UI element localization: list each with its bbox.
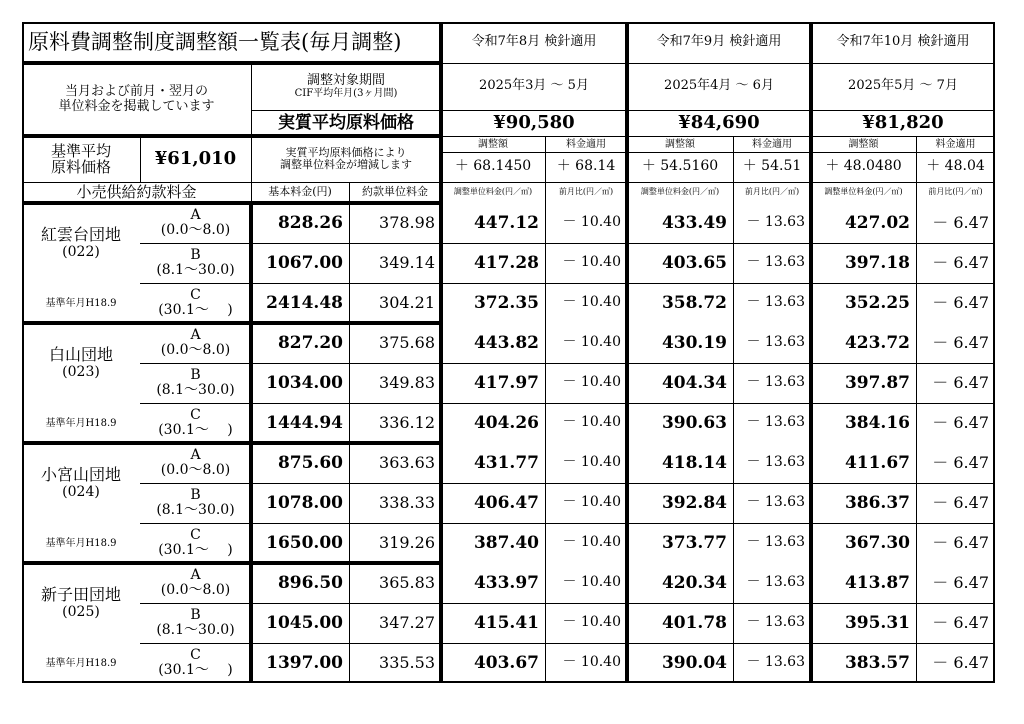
complex-code-text: (023) (62, 364, 100, 381)
complex-name-text: 紅雲台団地 (40, 224, 121, 244)
tier-range: (8.1～30.0) (156, 382, 235, 398)
monthly-diff-text: － 13.63 (746, 254, 805, 271)
period-label-line: CIF平均年月(3ヶ月間) (294, 88, 398, 100)
tier-range: (8.1～30.0) (156, 622, 235, 638)
complex-name-text: 小宮山団地 (40, 464, 121, 484)
unit-fee-label-text: 約款単位料金 (362, 185, 428, 199)
tier-name: A (190, 207, 201, 224)
base-year-note-text: 基準年月H18.9 (45, 537, 117, 549)
table-border (22, 22, 995, 683)
average-price-text: ¥81,820 (862, 112, 944, 134)
adjusted-unit-fee-text: 372.35 (473, 292, 539, 313)
tier-name: A (190, 327, 201, 344)
base-fee-text: 875.60 (277, 452, 343, 473)
adjusted-unit-fee-text: 352.25 (844, 292, 910, 313)
tier-range: (0.0～8.0) (160, 342, 231, 358)
tier-name: B (190, 247, 201, 264)
monthly-diff-text: － 10.40 (562, 374, 621, 391)
monthly-diff-text: － 13.63 (746, 334, 805, 351)
average-price-text: ¥90,580 (493, 112, 575, 134)
adjusted-unit-fee-text: 403.65 (661, 252, 727, 273)
monthly-diff-text: － 6.47 (932, 573, 989, 593)
month-header-text: 令和7年10月 検針適用 (836, 34, 970, 50)
base-fee-text: 1650.00 (266, 532, 343, 553)
monthly-diff-label-text: 前月比(円／㎥) (928, 187, 983, 197)
apply-value-text: ＋ 54.51 (742, 158, 802, 175)
adjusted-unit-fee-text: 387.40 (473, 532, 539, 553)
adjusted-unit-fee-text: 427.02 (844, 212, 910, 233)
monthly-diff-text: － 13.63 (746, 214, 805, 231)
base-fee-text: 1045.00 (266, 612, 343, 633)
adjusted-unit-fee-text: 433.49 (661, 212, 727, 233)
adjusted-unit-fee-label-text: 調整単位料金(円／㎥) (824, 187, 903, 197)
monthly-diff-text: － 13.63 (746, 654, 805, 671)
tariff-label-text: 小売供給約款料金 (76, 183, 197, 202)
monthly-diff-text: － 6.47 (932, 653, 989, 673)
unit-fee-text: 349.14 (379, 253, 435, 273)
monthly-diff-label-text: 前月比(円／㎥) (558, 187, 614, 197)
adjustment-value-text: ＋ 48.0480 (825, 158, 902, 175)
adjusted-unit-fee-text: 443.82 (473, 332, 539, 353)
monthly-diff-text: － 10.40 (562, 494, 621, 511)
tier-name: A (190, 447, 201, 464)
base-fee-text: 1034.00 (266, 372, 343, 393)
base-fee-label-text: 基本料金(円) (268, 185, 332, 199)
monthly-diff-text: － 13.63 (746, 294, 805, 311)
apply-label-text: 料金適用 (566, 138, 606, 150)
adjustment-label-text: 調整額 (478, 138, 508, 150)
apply-value-text: ＋ 48.04 (926, 158, 985, 175)
table-title-text: 原料費調整制度調整額一覧表(毎月調整) (28, 29, 402, 54)
adjusted-unit-fee-text: 401.78 (661, 612, 727, 633)
adjusted-unit-fee-text: 415.41 (473, 612, 539, 633)
adjusted-unit-fee-text: 431.77 (473, 452, 539, 473)
base-price-value-text: ¥61,010 (154, 148, 237, 170)
tier-range: (30.1～ ) (158, 422, 233, 438)
adjusted-unit-fee-text: 406.47 (473, 492, 539, 513)
base-fee-text: 1067.00 (266, 252, 343, 273)
period-label-line: 調整対象期間 (306, 72, 385, 88)
monthly-diff-text: － 10.40 (562, 654, 621, 671)
monthly-diff-text: － 13.63 (746, 374, 805, 391)
period-range-text: 2025年5月 ～ 7月 (848, 78, 958, 94)
unit-fee-text: 378.98 (379, 213, 435, 233)
adjusted-unit-fee-text: 418.14 (661, 452, 727, 473)
monthly-diff-text: － 6.47 (932, 613, 989, 633)
adjusted-unit-fee-text: 417.97 (473, 372, 539, 393)
adjusted-unit-fee-text: 390.63 (661, 412, 727, 433)
tier-name: C (190, 647, 201, 664)
complex-name-text: 白山団地 (48, 344, 113, 364)
unit-fee-text: 319.26 (379, 533, 435, 553)
base-fee-text: 1078.00 (266, 492, 343, 513)
monthly-diff-text: － 13.63 (746, 414, 805, 431)
complex-name-text: 新子田団地 (40, 584, 121, 604)
period-range-text: 2025年4月 ～ 6月 (664, 78, 774, 94)
tier-name: B (190, 367, 201, 384)
adjusted-unit-fee-text: 404.26 (473, 412, 539, 433)
monthly-diff-text: － 6.47 (932, 213, 989, 233)
tier-range: (30.1～ ) (158, 542, 233, 558)
base-year-note-text: 基準年月H18.9 (45, 297, 117, 309)
monthly-diff-text: － 6.47 (932, 253, 989, 273)
tier-range: (30.1～ ) (158, 302, 233, 318)
notice-line: 当月および前月・翌月の (64, 84, 208, 100)
unit-fee-text: 347.27 (379, 613, 435, 633)
monthly-diff-text: － 6.47 (932, 533, 989, 553)
adjusted-unit-fee-text: 384.16 (844, 412, 910, 433)
month-header-text: 令和7年9月 検針適用 (656, 34, 782, 50)
adjusted-unit-fee-text: 358.72 (661, 292, 727, 313)
base-fee-text: 1397.00 (266, 652, 343, 673)
average-price-label-text: 実質平均原料価格 (278, 112, 414, 133)
monthly-diff-text: － 13.63 (746, 534, 805, 551)
base-fee-text: 1444.94 (266, 412, 343, 433)
base-price-label-line: 原料価格 (50, 158, 111, 176)
monthly-diff-text: － 10.40 (562, 574, 621, 591)
adjusted-unit-fee-text: 420.34 (661, 572, 727, 593)
adjusted-unit-fee-text: 383.57 (844, 652, 910, 673)
monthly-diff-text: － 13.63 (746, 614, 805, 631)
tier-name: C (190, 407, 201, 424)
adjusted-unit-fee-text: 392.84 (661, 492, 727, 513)
base-fee-text: 827.20 (277, 332, 343, 353)
base-fee-text: 2414.48 (266, 292, 343, 313)
adjusted-unit-fee-text: 395.31 (844, 612, 910, 633)
adjusted-unit-fee-label-text: 調整単位料金(円／㎥) (453, 187, 533, 197)
adjusted-unit-fee-text: 447.12 (473, 212, 539, 233)
adjusted-unit-fee-text: 404.34 (661, 372, 727, 393)
average-price-text: ¥84,690 (678, 112, 760, 134)
complex-code-text: (024) (62, 484, 100, 501)
period-range-text: 2025年3月 ～ 5月 (479, 78, 589, 94)
monthly-diff-text: － 6.47 (932, 413, 989, 433)
apply-value-text: ＋ 68.14 (556, 158, 616, 175)
notice-line: 単位料金を掲載しています (58, 98, 215, 114)
adjusted-unit-fee-text: 397.87 (844, 372, 910, 393)
monthly-diff-text: － 6.47 (932, 453, 989, 473)
unit-fee-text: 335.53 (379, 653, 435, 673)
monthly-diff-text: － 10.40 (562, 454, 621, 471)
tier-range: (0.0～8.0) (160, 582, 231, 598)
unit-fee-text: 365.83 (379, 573, 435, 593)
base-year-note-text: 基準年月H18.9 (45, 657, 117, 669)
tier-range: (0.0～8.0) (160, 222, 231, 238)
monthly-diff-text: － 10.40 (562, 254, 621, 271)
tier-range: (8.1～30.0) (156, 262, 235, 278)
tier-name: B (190, 607, 201, 624)
unit-fee-text: 336.12 (379, 413, 435, 433)
adjusted-unit-fee-label-text: 調整単位料金(円／㎥) (640, 187, 720, 197)
monthly-diff-text: － 10.40 (562, 414, 621, 431)
unit-fee-text: 375.68 (379, 333, 435, 353)
adjusted-unit-fee-text: 367.30 (844, 532, 910, 553)
adjusted-unit-fee-text: 390.04 (661, 652, 727, 673)
tier-name: B (190, 487, 201, 504)
tier-range: (30.1～ ) (158, 662, 233, 678)
monthly-diff-label-text: 前月比(円／㎥) (744, 187, 800, 197)
monthly-diff-text: － 6.47 (932, 293, 989, 313)
base-fee-text: 896.50 (277, 572, 343, 593)
adjusted-unit-fee-text: 413.87 (844, 572, 910, 593)
adjustment-note-line: 調整単位料金が増減します (280, 158, 412, 171)
base-year-note-text: 基準年月H18.9 (45, 417, 117, 429)
monthly-diff-text: － 6.47 (932, 333, 989, 353)
adjustment-label-text: 調整額 (848, 138, 879, 150)
adjusted-unit-fee-text: 373.77 (661, 532, 727, 553)
adjusted-unit-fee-text: 417.28 (473, 252, 539, 273)
adjusted-unit-fee-text: 411.67 (844, 452, 910, 473)
adjusted-unit-fee-text: 433.97 (473, 572, 539, 593)
unit-fee-text: 304.21 (379, 293, 435, 313)
monthly-diff-text: － 13.63 (746, 494, 805, 511)
adjusted-unit-fee-text: 430.19 (661, 332, 727, 353)
apply-label-text: 料金適用 (752, 138, 792, 150)
tier-range: (0.0～8.0) (160, 462, 231, 478)
monthly-diff-text: － 10.40 (562, 214, 621, 231)
monthly-diff-text: － 10.40 (562, 294, 621, 311)
monthly-diff-text: － 10.40 (562, 614, 621, 631)
monthly-diff-text: － 13.63 (746, 574, 805, 591)
tier-name: A (190, 567, 201, 584)
unit-fee-text: 363.63 (379, 453, 435, 473)
adjustment-note-line: 実質平均原料価格により (285, 145, 407, 159)
monthly-diff-text: － 13.63 (746, 454, 805, 471)
base-fee-text: 828.26 (277, 212, 343, 233)
unit-fee-text: 338.33 (379, 493, 435, 513)
base-price-label-line: 基準平均 (50, 141, 111, 160)
adjustment-label-text: 調整額 (665, 138, 695, 150)
tier-range: (8.1～30.0) (156, 502, 235, 518)
adjustment-value-text: ＋ 54.5160 (641, 158, 719, 175)
monthly-diff-text: － 6.47 (932, 493, 989, 513)
complex-code-text: (022) (62, 244, 100, 261)
complex-code-text: (025) (62, 604, 100, 621)
apply-label-text: 料金適用 (935, 138, 976, 150)
adjusted-unit-fee-text: 423.72 (844, 332, 910, 353)
tier-name: C (190, 287, 201, 304)
adjusted-unit-fee-text: 386.37 (844, 492, 910, 513)
month-header-text: 令和7年8月 検針適用 (471, 34, 597, 50)
monthly-diff-text: － 10.40 (562, 334, 621, 351)
tier-name: C (190, 527, 201, 544)
unit-fee-text: 349.83 (379, 373, 435, 393)
monthly-diff-text: － 10.40 (562, 534, 621, 551)
monthly-diff-text: － 6.47 (932, 373, 989, 393)
adjustment-value-text: ＋ 68.1450 (454, 158, 532, 175)
adjusted-unit-fee-text: 397.18 (844, 252, 910, 273)
adjusted-unit-fee-text: 403.67 (473, 652, 539, 673)
